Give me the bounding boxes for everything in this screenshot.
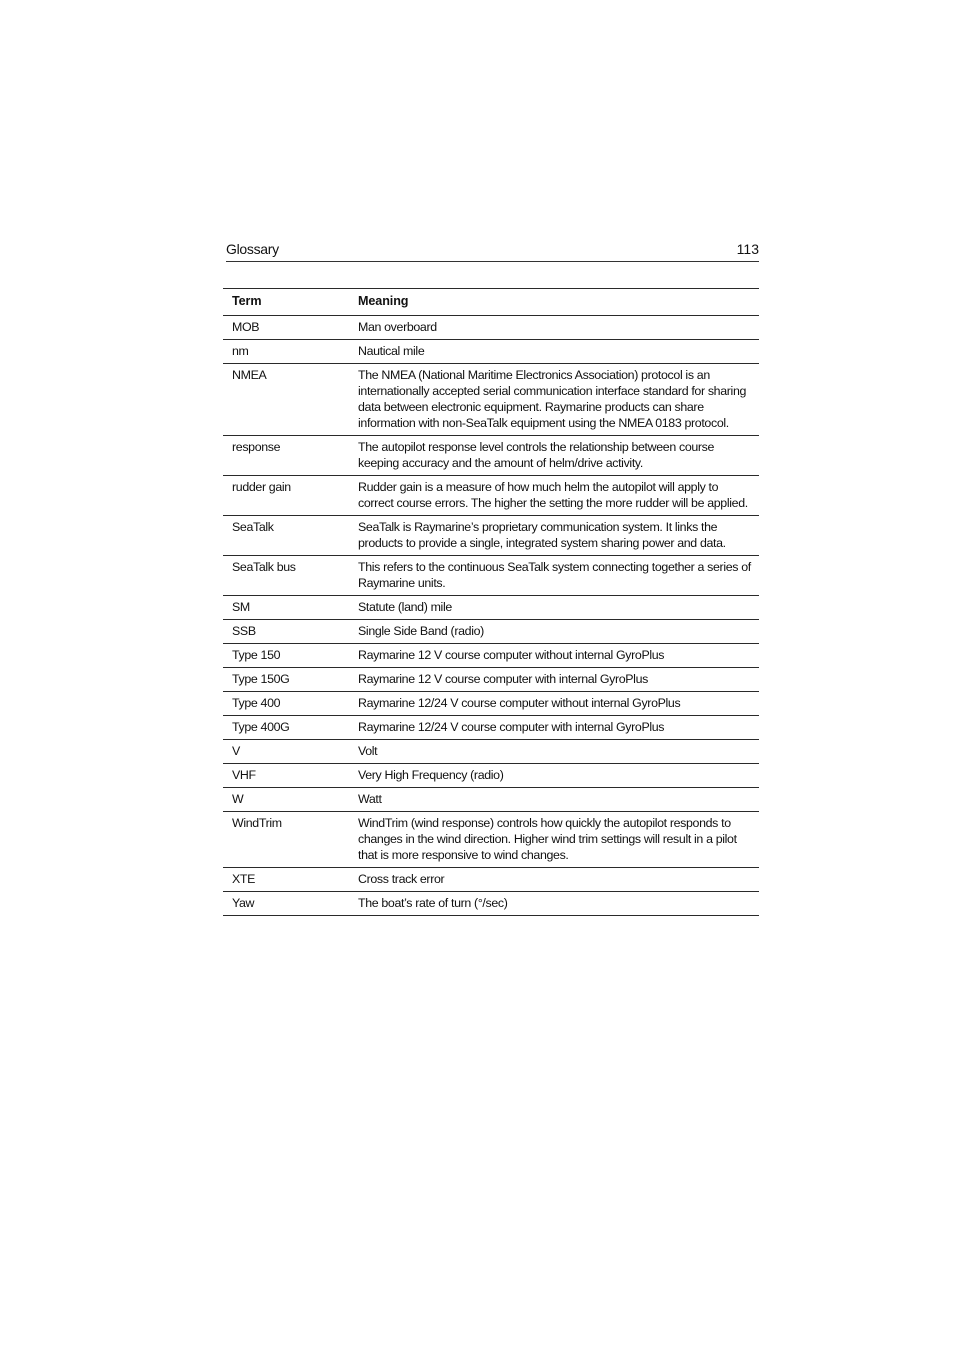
table-row [223, 740, 759, 764]
section-title: Glossary [226, 241, 279, 257]
meaning-cell: Raymarine 12/24 V course computer without internal GyroPlus [349, 692, 759, 716]
table-row [223, 620, 759, 644]
meaning-cell: The NMEA (National Maritime Electronics Association) protocol is an internationally accepted serial communication interface standard for sharing data between electronic equipment. Raymarine products can share information with non-SeaTalk equipment using the NMEA 0183 protocol. [349, 364, 759, 436]
glossary-body [223, 316, 759, 916]
table-row [223, 692, 759, 716]
term-cell: SM [223, 596, 349, 620]
term-cell: MOB [223, 316, 349, 340]
table-row [223, 556, 759, 596]
meaning-cell: Rudder gain is a measure of how much helm the autopilot will apply to correct course errors. The higher the setting the more rudder will be applied. [349, 476, 759, 516]
term-cell: W [223, 788, 349, 812]
term-cell: NMEA [223, 364, 349, 436]
term-cell: XTE [223, 868, 349, 892]
meaning-cell: Raymarine 12 V course computer with internal GyroPlus [349, 668, 759, 692]
meaning-cell: WindTrim (wind response) controls how quickly the autopilot responds to changes in the wind direction. Higher wind trim settings will result in a pilot that is more responsive to wind changes. [349, 812, 759, 868]
meaning-cell: Statute (land) mile [349, 596, 759, 620]
term-cell: WindTrim [223, 812, 349, 868]
term-cell: rudder gain [223, 476, 349, 516]
term-cell: SSB [223, 620, 349, 644]
meaning-cell: Raymarine 12/24 V course computer with internal GyroPlus [349, 716, 759, 740]
column-header-meaning: Meaning [349, 289, 759, 316]
meaning-cell: The autopilot response level controls the relationship between course keeping accuracy and the amount of helm/drive activity. [349, 436, 759, 476]
term-cell: Type 150 [223, 644, 349, 668]
meaning-cell: Man overboard [349, 316, 759, 340]
glossary-table [223, 288, 759, 916]
meaning-cell: This refers to the continuous SeaTalk system connecting together a series of Raymarine units. [349, 556, 759, 596]
table-row [223, 436, 759, 476]
table-row [223, 668, 759, 692]
term-cell: response [223, 436, 349, 476]
table-row [223, 788, 759, 812]
meaning-cell: Volt [349, 740, 759, 764]
term-cell: Type 150G [223, 668, 349, 692]
meaning-cell: SeaTalk is Raymarine’s proprietary communication system. It links the products to provide a single, integrated system sharing power and data. [349, 516, 759, 556]
term-cell: Type 400 [223, 692, 349, 716]
table-row [223, 596, 759, 620]
term-cell: nm [223, 340, 349, 364]
term-cell: VHF [223, 764, 349, 788]
table-row [223, 476, 759, 516]
page-header [226, 239, 759, 262]
meaning-cell: Raymarine 12 V course computer without internal GyroPlus [349, 644, 759, 668]
page-number: 113 [736, 241, 759, 257]
term-cell: V [223, 740, 349, 764]
meaning-cell: Cross track error [349, 868, 759, 892]
table-header-row [223, 289, 759, 316]
term-cell: SeaTalk [223, 516, 349, 556]
meaning-cell: The boat’s rate of turn (°/sec) [349, 892, 759, 916]
table-row [223, 516, 759, 556]
table-row [223, 316, 759, 340]
term-cell: SeaTalk bus [223, 556, 349, 596]
meaning-cell: Watt [349, 788, 759, 812]
meaning-cell: Single Side Band (radio) [349, 620, 759, 644]
table-row [223, 812, 759, 868]
term-cell: Yaw [223, 892, 349, 916]
table-row [223, 716, 759, 740]
table-row [223, 340, 759, 364]
table-row [223, 364, 759, 436]
column-header-term: Term [223, 289, 349, 316]
term-cell: Type 400G [223, 716, 349, 740]
table-row [223, 764, 759, 788]
meaning-cell: Very High Frequency (radio) [349, 764, 759, 788]
table-row [223, 892, 759, 916]
table-row [223, 868, 759, 892]
meaning-cell: Nautical mile [349, 340, 759, 364]
table-row [223, 644, 759, 668]
